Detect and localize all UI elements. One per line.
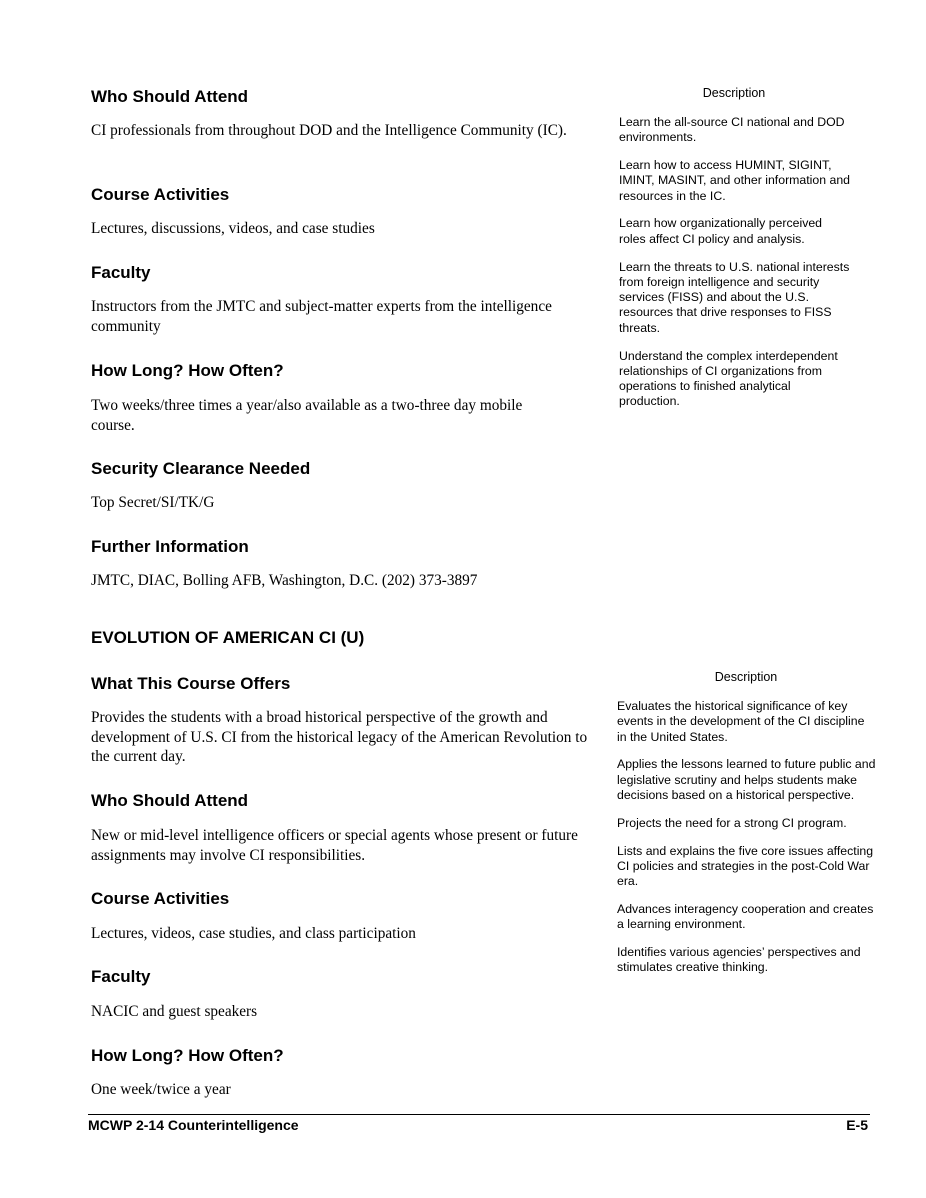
faculty-text-2: NACIC and guest speakers — [91, 1003, 258, 1020]
how-long-heading-2: How Long? How Often? — [91, 1046, 284, 1065]
sidebar-description-heading: Description — [702, 86, 766, 100]
faculty-text: Instructors from the JMTC and subject-matter experts from the intelligence community — [91, 298, 552, 335]
how-long-heading: How Long? How Often? — [91, 361, 284, 380]
description-item: Learn how to access HUMINT, SIGINT, IMINT, MASINT, and other information and resources in the IC. — [619, 158, 851, 203]
further-information-heading: Further Information — [91, 537, 249, 556]
description-item: Lists and explains the five core issues affecting CI policies and strategies in the post-Cold War era. — [617, 843, 874, 889]
course-activities-heading: Course Activities — [91, 185, 230, 204]
how-long-text-2: One week/twice a year — [91, 1081, 231, 1098]
what-course-offers-heading: What This Course Offers — [91, 674, 291, 693]
course-activities-text: Lectures, discussions, videos, and case studies — [91, 220, 375, 237]
description-item: Learn the threats to U.S. national interests from foreign intelligence and security services (FISS) and about the U.S. resources that drive responses to FISS threats. — [619, 259, 850, 335]
course-activities-text-2: Lectures, videos, case studies, and class participation — [91, 925, 416, 942]
course-title: EVOLUTION OF AMERICAN CI (U) — [91, 628, 365, 647]
footer-page-number: E-5 — [846, 1117, 868, 1133]
faculty-heading: Faculty — [91, 263, 151, 282]
security-clearance-heading: Security Clearance Needed — [91, 459, 311, 478]
description-item: Identifies various agencies’ perspectives and stimulates creative thinking. — [617, 945, 861, 975]
how-long-text: Two weeks/three times a year/also available as a two-three day mobile course. — [91, 397, 523, 434]
footer-rule — [88, 1114, 870, 1115]
who-should-attend-text: CI professionals from throughout DOD and the Intelligence Community (IC). — [91, 122, 567, 139]
description-item: Understand the complex interdependent relationships of CI organizations from operations to finished analytical production. — [619, 348, 838, 409]
faculty-heading-2: Faculty — [91, 967, 151, 986]
description-item: Evaluates the historical significance of key events in the development of the CI discipline in the United States. — [617, 699, 865, 744]
what-course-offers-text: Provides the students with a broad historical perspective of the growth and development of U.S. CI from the historical legacy of the American Revolution to the current day. — [91, 709, 588, 765]
description-item: Advances interagency cooperation and creates a learning environment. — [617, 901, 874, 932]
description-item: Learn how organizationally perceived roles affect CI policy and analysis. — [619, 216, 823, 246]
sidebar-description-list-2 — [617, 699, 877, 988]
course-activities-heading-2: Course Activities — [91, 889, 230, 908]
footer-publication-title: MCWP 2-14 Counterintelligence — [88, 1117, 299, 1133]
description-item: Projects the need for a strong CI program. — [617, 815, 847, 830]
who-should-attend-text-2: New or mid-level intelligence officers or special agents whose present or future assignments may involve CI responsibilities. — [91, 827, 578, 864]
further-information-text: JMTC, DIAC, Bolling AFB, Washington, D.C. (202) 373-3897 — [91, 572, 478, 589]
description-item: Applies the lessons learned to future public and legislative scrutiny and helps students make decisions based on a historical perspective. — [617, 757, 876, 802]
sidebar-description-list — [619, 115, 851, 422]
who-should-attend-heading: Who Should Attend — [91, 87, 249, 106]
security-clearance-text: Top Secret/SI/TK/G — [91, 494, 215, 511]
sidebar-description-heading-2: Description — [714, 670, 778, 684]
description-item: Learn the all-source CI national and DOD environments. — [619, 115, 845, 145]
who-should-attend-heading-2: Who Should Attend — [91, 791, 249, 810]
